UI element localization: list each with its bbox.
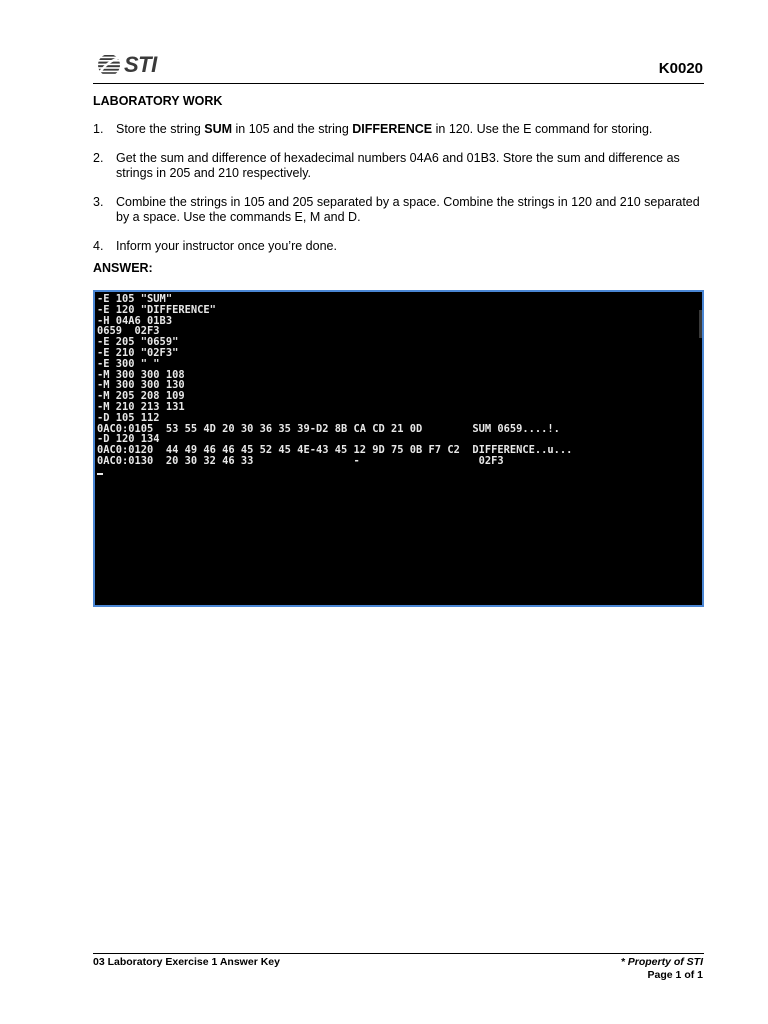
answer-title: ANSWER: [93,261,153,275]
task-text: in 105 and the string [232,122,353,136]
console-line: -D 120 134 [97,433,160,446]
footer-page-number: Page 1 of 1 [647,969,703,981]
lab-work-title: LABORATORY WORK [93,94,223,108]
document-code: K0020 [658,60,703,77]
task-number: 1. [93,122,104,136]
task-text: Get the sum and difference of hexadecimal numbers 04A6 and 01B3. Store the sum and difference as strings in 205 and 210 respectively. [116,151,680,180]
footer-right [621,956,703,982]
globe-icon [96,52,122,78]
footer-property: * Property of STI [620,956,703,968]
console-prompt-line[interactable] [97,467,572,478]
console-line: -H 04A6 01B3 [97,314,173,327]
console-line: -E 205 "0659" [97,336,179,349]
console-line: -M 300 300 130 [97,379,185,392]
footer-document-title: 03 Laboratory Exercise 1 Answer Key [93,956,280,968]
task-list [93,122,708,268]
task-item [93,239,708,254]
task-item [93,151,708,181]
console-scrollbar[interactable] [698,292,702,605]
console-line: 0659 02F3 [97,325,160,338]
console-line: -E 300 " " [97,357,160,370]
task-item [93,195,708,225]
footer-divider [93,953,704,954]
console-line: -E 105 "SUM" [97,293,173,305]
task-text: Inform your instructor once you’re done. [116,239,337,253]
sti-logo [96,52,157,78]
console-window [93,290,704,607]
console-line: -E 120 "DIFFERENCE" [97,303,216,316]
console-line: 0AC0:0130 20 30 32 46 33 - 02F3 [97,454,504,467]
task-keyword: SUM [204,122,233,136]
logo-text: STI [124,52,157,77]
task-number: 2. [93,151,104,165]
task-number: 4. [93,239,104,253]
console-line: -M 210 213 131 [97,400,185,413]
task-keyword: DIFFERENCE [352,122,433,136]
console-output [97,294,572,478]
task-item [93,122,708,137]
console-line: -D 105 112 [97,411,160,424]
console-line: -M 300 300 108 [97,368,185,381]
console-line: 0AC0:0105 53 55 4D 20 30 36 35 39-D2 8B CA CD 21 0D SUM 0659....!. [97,422,560,435]
header-divider [93,83,704,84]
console-line: -M 205 208 109 [97,390,185,403]
task-number: 3. [93,195,104,209]
console-cursor [97,473,103,475]
task-text: in 120. Use the E command for storing. [432,122,653,136]
task-text: Combine the strings in 105 and 205 separated by a space. Combine the strings in 120 and 210 separated by a space. Use the commands E, M and D. [116,195,700,224]
console-scroll-thumb[interactable] [699,310,702,338]
task-text: Store the string [116,122,205,136]
console-line: 0AC0:0120 44 49 46 46 45 52 45 4E-43 45 12 9D 75 0B F7 C2 DIFFERENCE..u... [97,444,573,457]
console-line: -E 210 "02F3" [97,346,179,359]
